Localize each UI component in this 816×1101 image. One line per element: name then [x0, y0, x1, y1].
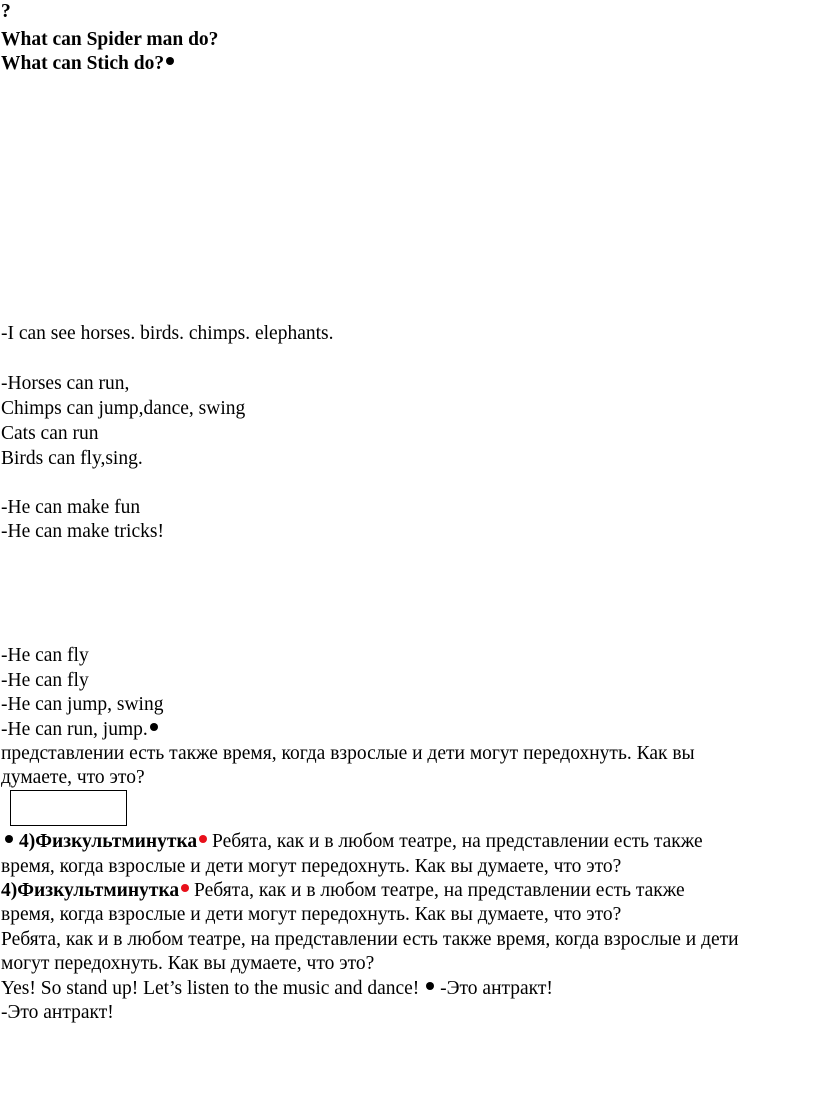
chimps-line: Chimps can jump,dance, swing	[1, 398, 246, 419]
break-paragraph-2-line-2: время, когда взрослые и дети могут передохнуть. Как вы думаете, что это?	[1, 904, 622, 925]
run-jump-line	[1, 718, 158, 742]
fizkult-heading: 4)Физкультминутка	[1, 880, 180, 901]
bullet-icon	[166, 57, 174, 65]
yes-line	[1, 977, 553, 1001]
break-paragraph-1-line-1	[1, 830, 703, 854]
stich-question: What can Stich do?	[1, 53, 165, 74]
bullet-icon	[150, 723, 158, 731]
question-mark: ?	[1, 1, 11, 22]
break-paragraph-2-line-1	[1, 879, 685, 903]
see-animals-line: -I can see horses. birds. chimps. elephants.	[1, 323, 334, 344]
antrakt-inline: -Это антракт!	[440, 978, 553, 999]
antrakt-line: -Это антракт!	[1, 1002, 114, 1023]
empty-text-box	[10, 790, 127, 826]
jump-swing-line: -He can jump, swing	[1, 694, 164, 715]
break-paragraph-3-line-1: Ребята, как и в любом театре, на представлении есть также время, когда взрослые и дети	[1, 929, 739, 950]
break-paragraph-3-line-2: могут передохнуть. Как вы думаете, что это?	[1, 953, 375, 974]
fly-line-2: -He can fly	[1, 670, 89, 691]
stich-question-line	[1, 52, 174, 76]
bullet-icon	[5, 835, 13, 843]
cats-line: Cats can run	[1, 423, 99, 444]
bullet-red-icon	[199, 835, 207, 843]
fragment-line-2: думаете, что это?	[1, 767, 145, 788]
spiderman-question: What can Spider man do?	[1, 29, 219, 50]
make-tricks-line: -He can make tricks!	[1, 521, 164, 542]
horses-line: -Horses can run,	[1, 373, 130, 394]
bullet-icon	[426, 982, 434, 990]
fizkult-heading: 4)Физкультминутка	[19, 831, 198, 852]
fragment-line-1: представлении есть также время, когда взрослые и дети могут передохнуть. Как вы	[1, 743, 695, 764]
make-fun-line: -He can make fun	[1, 497, 141, 518]
yes-text: Yes! So stand up! Let’s listen to the music and dance!	[1, 978, 425, 999]
run-jump-text: -He can run, jump.	[1, 719, 148, 740]
birds-line: Birds can fly,sing.	[1, 448, 143, 469]
break-paragraph-2-text: Ребята, как и в любом театре, на представлении есть также	[189, 880, 685, 901]
fly-line-1: -He can fly	[1, 645, 89, 666]
bullet-red-icon	[181, 884, 189, 892]
break-paragraph-1-line-2: время, когда взрослые и дети могут передохнуть. Как вы думаете, что это?	[1, 856, 622, 877]
break-paragraph-1-text: Ребята, как и в любом театре, на представлении есть также	[207, 831, 703, 852]
